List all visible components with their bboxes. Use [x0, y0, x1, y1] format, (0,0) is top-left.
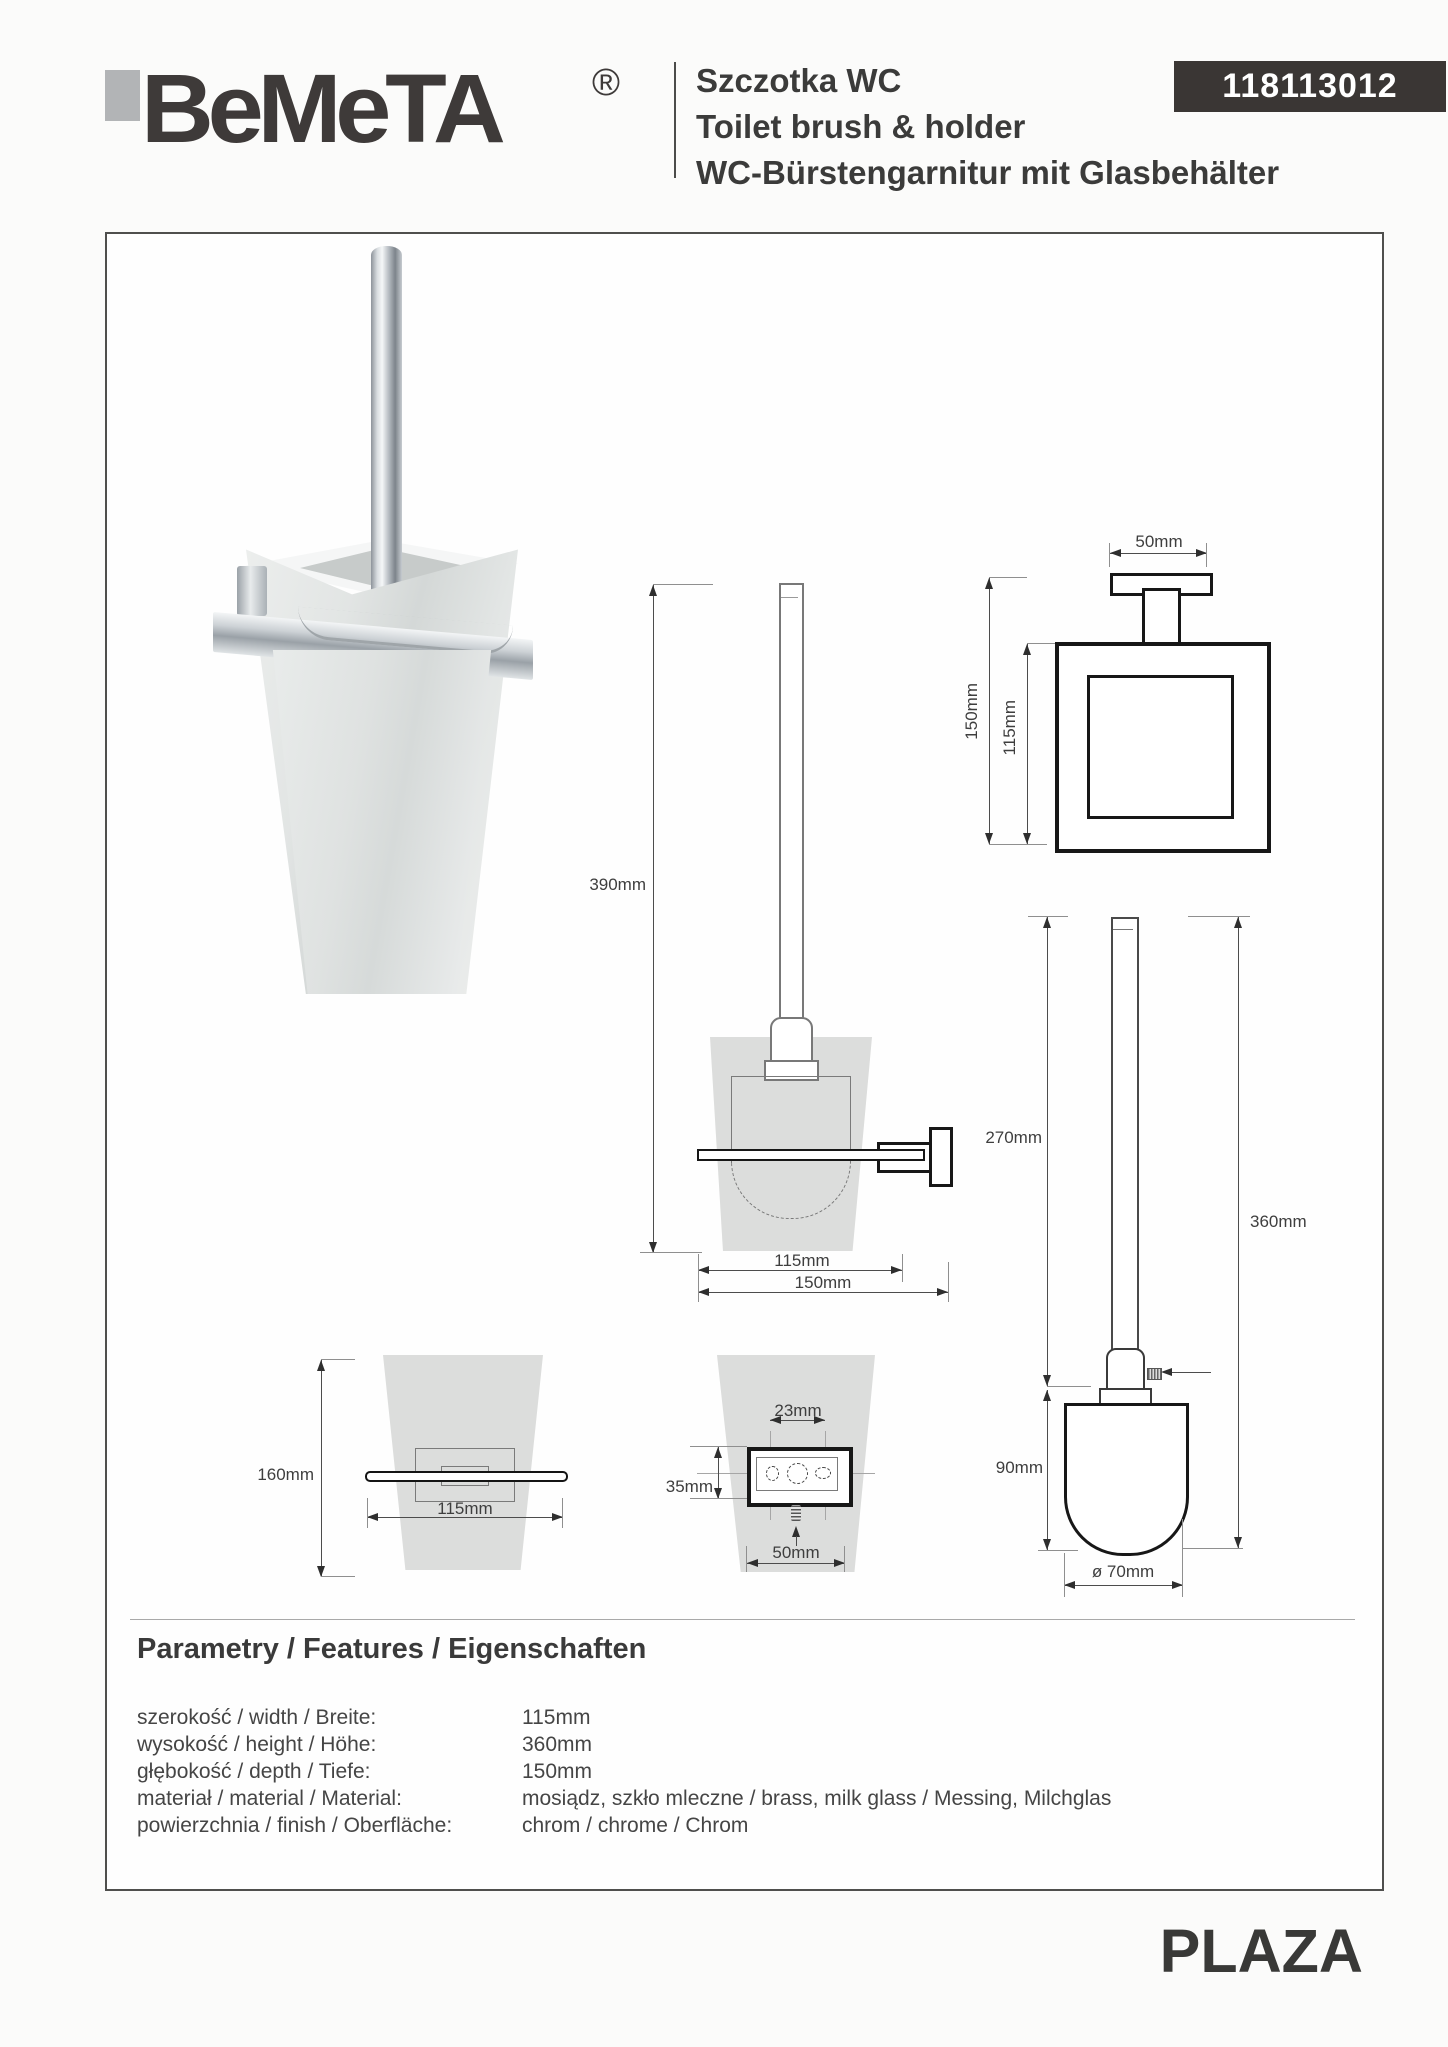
arrow-up-icon — [1043, 917, 1051, 928]
dimension-tick — [653, 584, 713, 585]
feature-label: głębokość / depth / Tiefe: — [137, 1760, 371, 1783]
dim-label-front-depth: 150mm — [794, 1273, 852, 1292]
arrow-left-icon — [1161, 1368, 1172, 1376]
dimension-line — [1027, 644, 1028, 844]
product-title-pl: Szczotka WC — [696, 62, 902, 99]
arrow-down-icon — [985, 833, 993, 844]
feature-value: 360mm — [522, 1733, 593, 1756]
dim-label-top-inner-width: 115mm — [1000, 700, 1019, 756]
arrow-down-icon — [1043, 1375, 1051, 1386]
photo-wall-bracket — [237, 566, 267, 616]
feature-value: 115mm — [522, 1706, 591, 1729]
brand-logo: BeMeTA — [141, 54, 500, 163]
series-name: PLAZA — [1159, 1917, 1363, 1985]
arrow-down-icon — [1023, 833, 1031, 844]
dimension-tick — [321, 1576, 355, 1577]
header-divider — [674, 62, 676, 178]
logo-square-icon — [105, 70, 140, 121]
product-title-en: Toilet brush & holder — [696, 108, 1026, 145]
dimension-line — [747, 1563, 845, 1564]
dimension-tick — [948, 1262, 949, 1302]
dim-label-hole-spacing: 23mm — [774, 1401, 822, 1420]
dimension-tick — [1038, 1550, 1078, 1551]
dimension-tick — [690, 1498, 747, 1499]
mount-hole-right — [815, 1467, 831, 1479]
feature-value: 150mm — [522, 1760, 593, 1783]
callout-arrow-line — [1167, 1372, 1211, 1373]
dimension-line — [1047, 917, 1048, 1386]
feature-label: powierzchnia / finish / Oberfläche: — [137, 1814, 453, 1837]
dimension-tick — [1047, 1386, 1091, 1387]
front-view-handle-cap-line — [781, 597, 798, 598]
side-view-handle-outline — [1111, 917, 1139, 1354]
arrow-left-icon — [1064, 1581, 1075, 1589]
registered-trademark-icon: ® — [592, 62, 620, 104]
mount-hole-left — [766, 1466, 779, 1481]
arrow-up-icon — [317, 1360, 325, 1371]
dimension-line — [989, 578, 990, 844]
top-view-inner-square — [1087, 675, 1234, 819]
holder-front-arm-bar — [365, 1471, 568, 1482]
dimension-tick — [902, 1254, 903, 1282]
arrow-up-icon — [1043, 1390, 1051, 1401]
dimension-line — [1047, 1390, 1048, 1550]
dim-label-side-total: 360mm — [1250, 1212, 1307, 1231]
dimension-tick — [690, 1446, 747, 1447]
dim-label-plate-height: 35mm — [665, 1477, 713, 1496]
arrow-down-icon — [1234, 1537, 1242, 1548]
front-view-wall-plate — [929, 1127, 953, 1187]
dim-label-plate-width: 50mm — [772, 1543, 820, 1562]
arrow-up-icon — [985, 578, 993, 589]
dimension-tick — [1028, 916, 1068, 917]
arrow-right-icon — [891, 1266, 902, 1274]
arrow-up-icon — [649, 585, 657, 596]
dimension-line — [653, 585, 654, 1253]
screw-icon — [791, 1505, 801, 1521]
dimension-line — [1110, 553, 1207, 554]
dim-label-side-upper: 270mm — [985, 1128, 1042, 1147]
feature-value: mosiądz, szkło mleczne / brass, milk glass / Messing, Milchglas — [522, 1787, 1112, 1810]
mount-hole-center — [787, 1463, 808, 1484]
arrow-up-icon — [1234, 917, 1242, 928]
arrow-right-icon — [937, 1288, 948, 1296]
product-title-de: WC-Bürstengarnitur mit Glasbehälter — [696, 154, 1280, 191]
dimension-tick — [640, 1252, 702, 1253]
section-divider — [130, 1619, 1355, 1620]
dimension-tick — [1027, 643, 1055, 644]
dim-label-side-head: 90mm — [995, 1458, 1043, 1477]
features-heading: Parametry / Features / Eigenschaften — [137, 1633, 647, 1665]
screw-icon — [1147, 1368, 1162, 1380]
side-view-handle-cap-line — [1113, 929, 1133, 930]
arrow-left-icon — [367, 1513, 378, 1521]
feature-value: chrom / chrome / Chrom — [522, 1814, 749, 1837]
dimension-tick — [1188, 916, 1250, 917]
feature-label: szerokość / width / Breite: — [137, 1706, 377, 1729]
feature-label: materiał / material / Material: — [137, 1787, 402, 1810]
arrow-left-icon — [698, 1288, 709, 1296]
dim-label-top-depth: 150mm — [962, 683, 981, 740]
front-view-holder-arm — [697, 1149, 925, 1161]
dimension-line — [1064, 1585, 1183, 1586]
dim-label-front-width: 115mm — [774, 1251, 830, 1270]
dimension-tick — [321, 1359, 355, 1360]
arrow-down-icon — [1043, 1539, 1051, 1550]
dimension-line — [321, 1360, 322, 1577]
top-view-stem — [1142, 588, 1181, 650]
dimension-tick — [1182, 1519, 1183, 1597]
dim-label-top-plate-width: 50mm — [1135, 532, 1183, 551]
arrow-up-icon — [714, 1447, 722, 1458]
dimension-tick — [989, 844, 1047, 845]
dim-label-holder-width: 115mm — [437, 1499, 493, 1518]
dimension-tick — [562, 1498, 563, 1528]
dim-label-side-diameter: ø 70mm — [1091, 1562, 1155, 1581]
side-view-brush-dome — [1064, 1403, 1189, 1556]
dim-label-holder-height: 160mm — [257, 1465, 314, 1484]
arrow-up-icon — [1023, 644, 1031, 655]
product-code-badge: 118113012 — [1174, 61, 1446, 112]
dim-label-front-height: 390mm — [589, 875, 646, 894]
dimension-line — [1238, 917, 1239, 1548]
dimension-tick — [989, 577, 1027, 578]
feature-label: wysokość / height / Höhe: — [137, 1733, 377, 1756]
arrow-left-icon — [698, 1266, 709, 1274]
dimension-tick — [367, 1498, 368, 1528]
dimension-tick — [1183, 1548, 1243, 1549]
dimension-tick — [698, 1254, 699, 1302]
front-view-handle-outline — [779, 583, 804, 1023]
